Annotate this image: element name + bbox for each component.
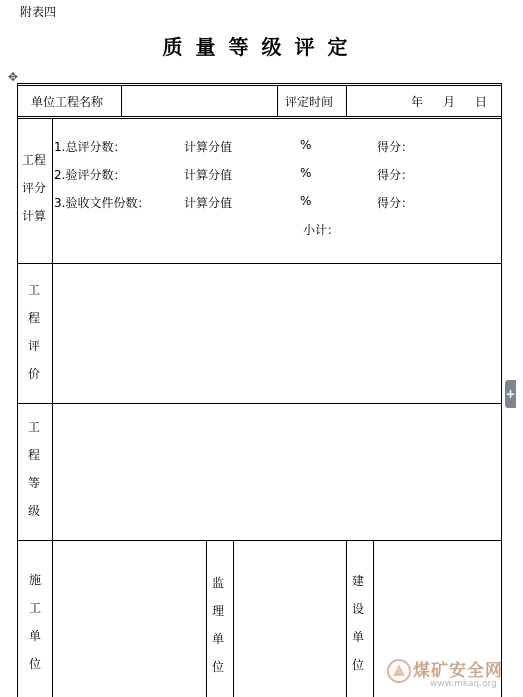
score-item-score: 得分： <box>377 168 414 182</box>
date-year-label: 年 <box>411 95 424 109</box>
score-item-percent: % <box>300 166 312 180</box>
score-item-calc: 计算分值 <box>184 168 233 182</box>
construction-unit-label: 施 工 单 位 <box>28 573 41 671</box>
score-item-percent: % <box>300 138 312 152</box>
score-item-label: 2.验评分数： <box>54 168 126 182</box>
unit-project-name-field[interactable] <box>126 93 271 109</box>
evaluation-section-label: 工 程 评 价 <box>27 283 40 381</box>
subtotal-label: 小计： <box>303 223 340 237</box>
score-item-score: 得分： <box>377 196 414 210</box>
score-section-label-line-3: 计算 <box>22 209 47 223</box>
plus-icon[interactable]: + <box>505 380 516 408</box>
score-item-percent: % <box>300 194 312 208</box>
date-day-label: 日 <box>475 95 488 109</box>
score-item-calc: 计算分值 <box>184 140 233 154</box>
watermark-logo-icon <box>386 658 412 684</box>
date-month-label: 月 <box>443 95 456 109</box>
score-section-label-line-2: 评分 <box>22 181 47 195</box>
builder-unit-label: 建 设 单 位 <box>351 574 364 672</box>
move-icon[interactable]: ✥ <box>8 70 19 84</box>
supervision-unit-label: 监 理 单 位 <box>211 576 224 674</box>
score-item-label: 3.验收文件份数： <box>54 196 150 210</box>
score-section-label-line-1: 工程 <box>22 153 47 167</box>
site-watermark <box>386 652 520 694</box>
eval-time-label: 评定时间 <box>285 95 334 109</box>
appendix-label: 附表四 <box>20 5 57 19</box>
grade-content-area[interactable] <box>54 405 500 539</box>
score-item-score: 得分： <box>377 140 414 154</box>
score-item-calc: 计算分值 <box>184 196 233 210</box>
evaluation-content-area[interactable] <box>54 265 500 402</box>
page-title: 质量等级评定 <box>162 35 361 59</box>
grade-section-label: 工 程 等 级 <box>27 420 40 518</box>
score-item-label: 1.总评分数： <box>54 140 126 154</box>
watermark-url: www.mkaq.org <box>430 679 497 689</box>
unit-project-name-label: 单位工程名称 <box>31 95 104 109</box>
watermark-text: 煤矿安全网 <box>413 661 503 681</box>
